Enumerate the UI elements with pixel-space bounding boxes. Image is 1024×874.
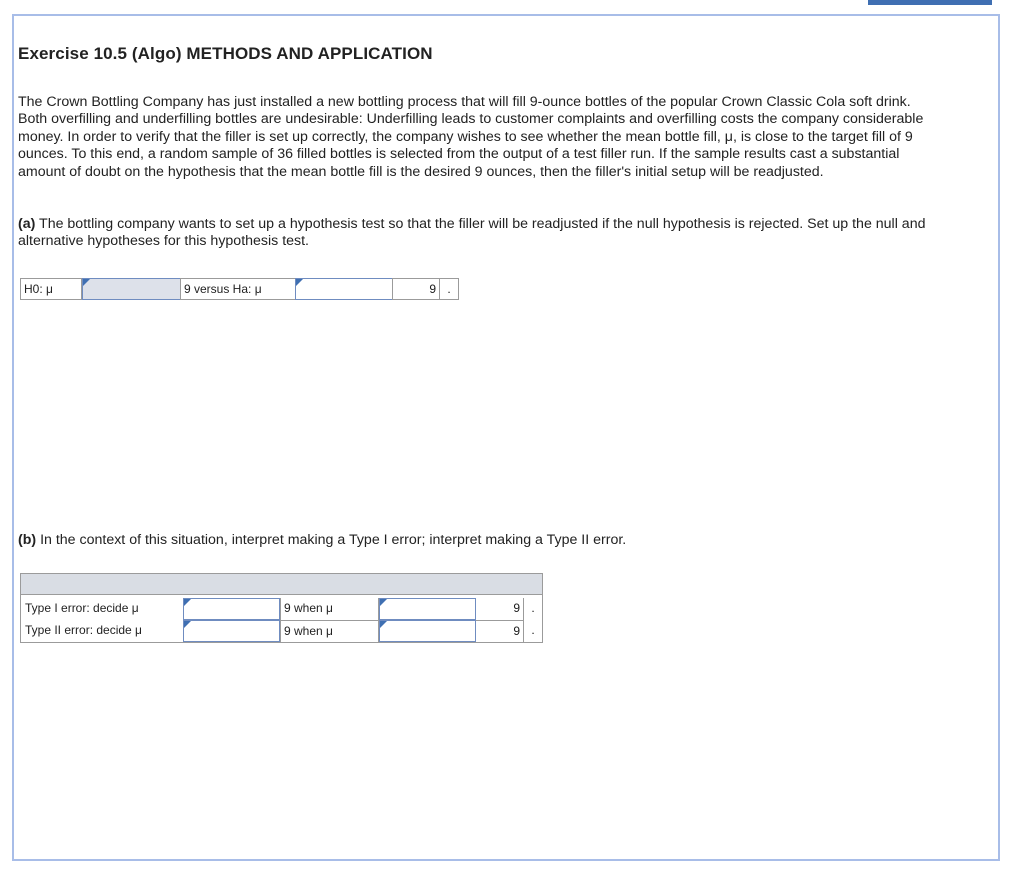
part-b-text: In the context of this situation, interpret making a Type I error; interpret making a Type II error. xyxy=(36,532,627,548)
part-b-label: (b) xyxy=(18,532,37,548)
error-table-header xyxy=(20,573,543,595)
type1-period: . xyxy=(524,598,542,620)
type1-value: 9 xyxy=(476,598,524,620)
problem-paragraph: The Crown Bottling Company has just installed a new bottling process that will fill 9-ounce bottles of the popular Crown Classic Cola soft drink. Both overfilling and underfilling bottles are undesirable: Underfilling leads to customer complaints and overfilling costs the company considerable money. In order to verify that the filler is set up correctly, the company wishes to see whether the mean bottle fill, μ, is close to the target fill of 9 ounces. To this end, a random sample of 36 filled bottles is selected from the output of a test filler run. If the sample results cast a substantial amount of doubt on the hypothesis that the mean bottle fill is the desired 9 ounces, then the filler's initial setup will be readjusted. xyxy=(18,94,924,180)
type2-truth-select[interactable] xyxy=(379,620,476,642)
dropdown-marker-icon xyxy=(380,621,387,628)
part-a-label: (a) xyxy=(18,216,36,232)
type2-value: 9 xyxy=(476,620,524,642)
type2-period: . xyxy=(524,620,542,642)
versus-label: 9 versus Ha: μ xyxy=(180,278,296,300)
type1-label: Type I error: decide μ xyxy=(22,598,183,620)
dropdown-marker-icon xyxy=(184,599,191,606)
h0-operator-select[interactable] xyxy=(82,278,181,300)
type1-mid-label: 9 when μ xyxy=(280,598,379,620)
ha-period: . xyxy=(440,278,459,300)
dropdown-marker-icon xyxy=(296,279,303,286)
part-a-question xyxy=(18,216,938,251)
part-a-text: The bottling company wants to set up a hypothesis test so that the filler will be readjusted if the null hypothesis is rejected. Set up the null and alternative hypotheses for this hypothesis test. xyxy=(18,216,926,250)
dropdown-marker-icon xyxy=(380,599,387,606)
type1-truth-select[interactable] xyxy=(379,598,476,620)
type2-mid-label: 9 when μ xyxy=(280,620,379,642)
part-b-question xyxy=(18,532,938,549)
top-tab[interactable] xyxy=(868,0,992,5)
type2-label: Type II error: decide μ xyxy=(22,620,183,642)
dropdown-marker-icon xyxy=(184,621,191,628)
ha-operator-select[interactable] xyxy=(295,278,393,300)
type2-decision-select[interactable] xyxy=(183,620,280,642)
ha-value: 9 xyxy=(392,278,440,300)
h0-label: H0: μ xyxy=(20,278,82,300)
dropdown-marker-icon xyxy=(83,279,90,286)
page-title: Exercise 10.5 (Algo) METHODS AND APPLICATION xyxy=(18,44,433,63)
exercise-panel xyxy=(12,14,1000,861)
type1-decision-select[interactable] xyxy=(183,598,280,620)
